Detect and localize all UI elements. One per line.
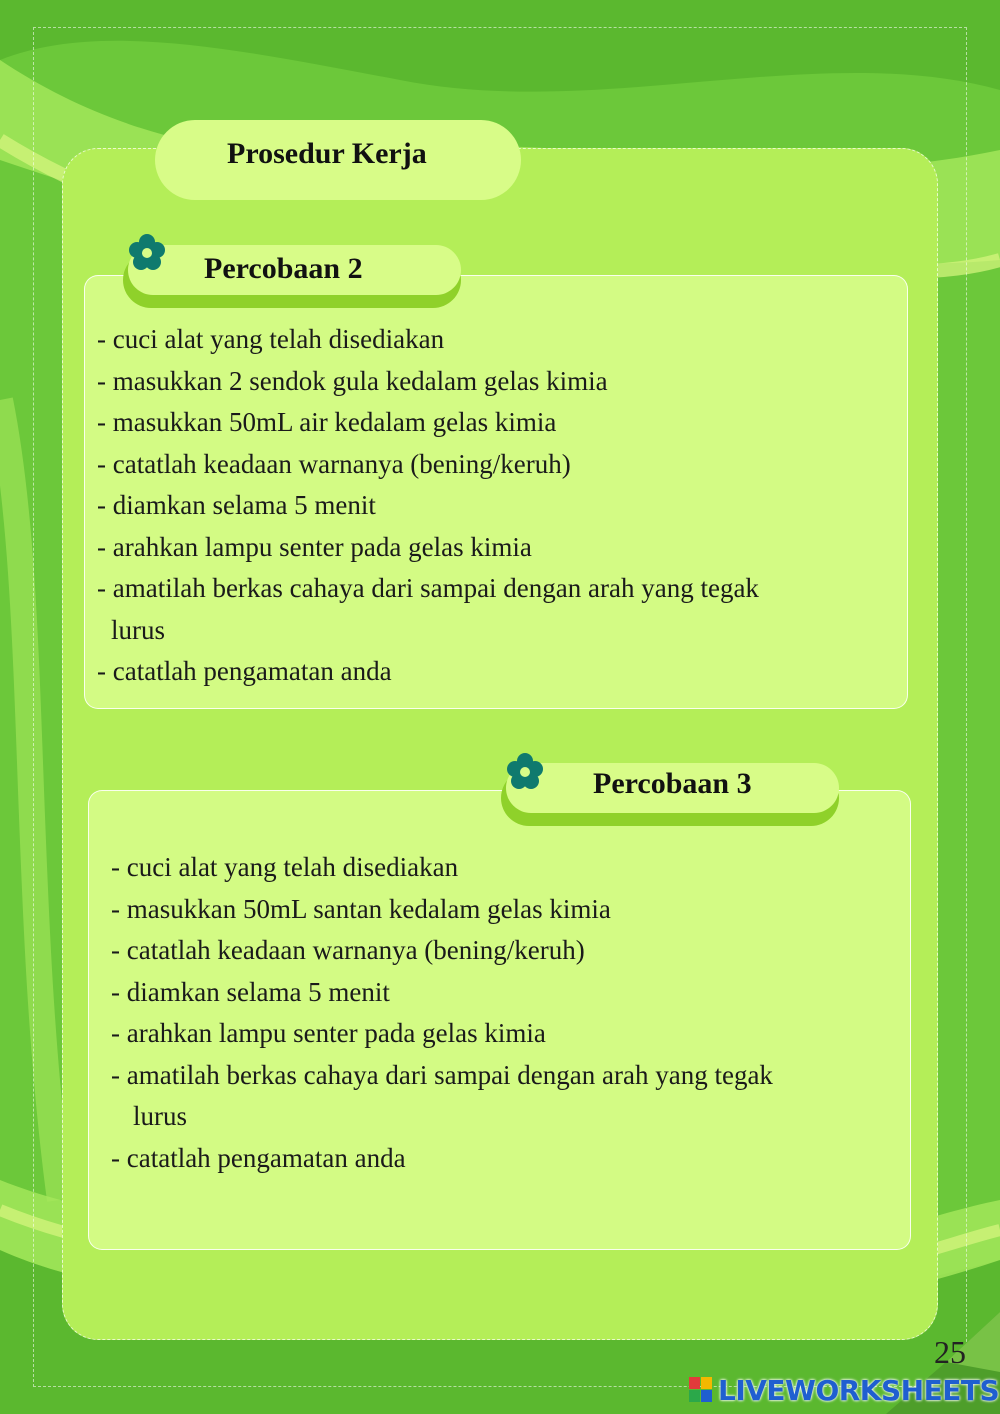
step-text: - masukkan 2 sendok gula kedalam gelas kimia	[97, 365, 608, 396]
step-item	[97, 568, 759, 651]
step-item	[111, 930, 773, 972]
step-item	[97, 527, 759, 569]
step-item	[97, 444, 759, 486]
step-text: - catatlah keadaan warnanya (bening/keruh)	[111, 935, 585, 965]
liveworksheets-logo-icon	[688, 1375, 714, 1405]
liveworksheets-watermark	[688, 1372, 999, 1408]
flower-icon	[126, 232, 168, 274]
step-text: - amatilah berkas cahaya dari sampai dengan arah yang tegak	[97, 573, 759, 603]
step-text: - arahkan lampu senter pada gelas kimia	[97, 531, 532, 562]
step-item	[97, 319, 759, 361]
page-title: Prosedur Kerja	[227, 137, 427, 170]
steps-list	[111, 847, 773, 1179]
step-text: - catatlah keadaan warnanya (bening/keruh)	[97, 448, 571, 479]
step-item	[111, 1055, 773, 1138]
step-text: - amatilah berkas cahaya dari sampai dengan arah yang tegak	[111, 1059, 773, 1090]
step-item	[111, 972, 773, 1014]
step-item	[111, 847, 773, 889]
step-text: - catatlah pengamatan anda	[97, 656, 392, 686]
step-item	[97, 485, 759, 527]
step-text: - arahkan lampu senter pada gelas kimia	[111, 1018, 546, 1048]
step-item	[97, 651, 759, 693]
flower-icon	[504, 751, 546, 793]
step-text: - diamkan selama 5 menit	[97, 490, 376, 520]
section-title: Percobaan 2	[204, 252, 363, 285]
step-text: - diamkan selama 5 menit	[111, 976, 390, 1007]
step-item	[111, 1138, 773, 1180]
page-number: 25	[934, 1334, 966, 1370]
step-text-continued: lurus	[133, 1101, 187, 1131]
step-item	[111, 1013, 773, 1055]
step-item	[97, 361, 759, 403]
step-text-continued: lurus	[111, 614, 165, 645]
step-text: - cuci alat yang telah disediakan	[111, 852, 459, 882]
step-text: - masukkan 50mL air kedalam gelas kimia	[97, 407, 557, 437]
watermark-text: LIVEWORKSHEETS	[718, 1373, 1000, 1407]
section-title: Percobaan 3	[593, 767, 752, 800]
step-text: - cuci alat yang telah disediakan	[97, 324, 445, 354]
step-item	[111, 889, 773, 931]
step-text: - masukkan 50mL santan kedalam gelas kimia	[111, 893, 611, 924]
step-item	[97, 402, 759, 444]
steps-list	[97, 319, 759, 693]
step-text: - catatlah pengamatan anda	[111, 1142, 406, 1173]
